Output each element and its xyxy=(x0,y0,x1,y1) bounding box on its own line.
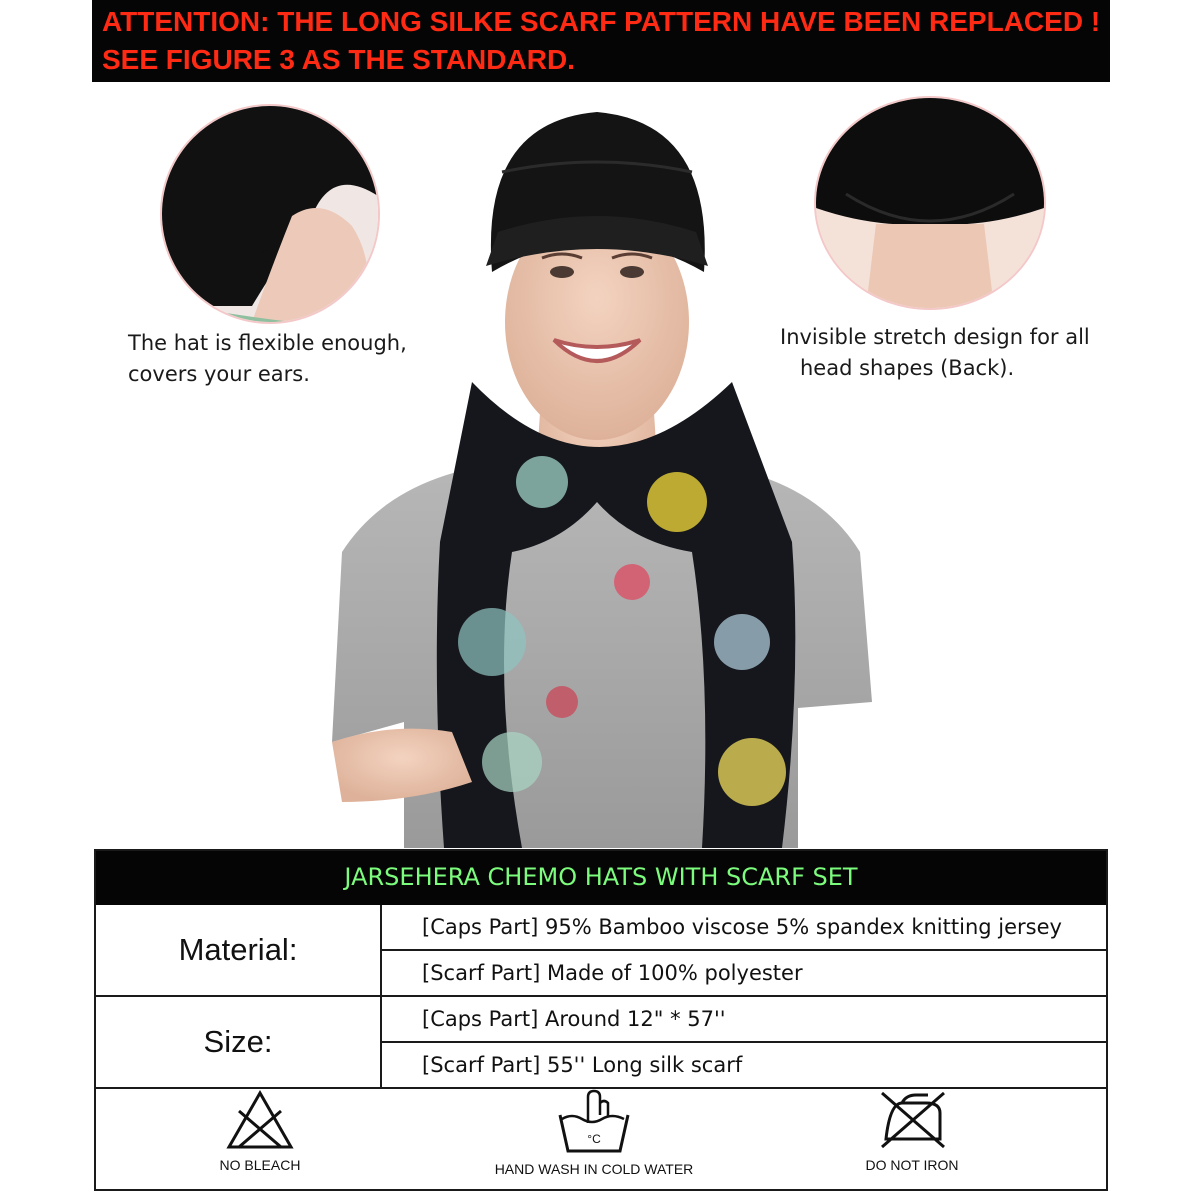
size-label: Size: xyxy=(96,997,382,1089)
warning-line-1: ATTENTION: THE LONG SILKE SCARF PATTERN HAVE BEEN REPLACED ! xyxy=(102,6,1101,37)
size-scarf-value: [Scarf Part] 55'' Long silk scarf xyxy=(382,1043,1108,1089)
care-do-not-iron xyxy=(852,1089,972,1189)
material-label: Material: xyxy=(96,905,382,997)
spec-title: JARSEHERA CHEMO HATS WITH SCARF SET xyxy=(344,863,858,891)
no-bleach-label: NO BLEACH xyxy=(219,1157,301,1173)
care-no-bleach xyxy=(196,1089,324,1189)
right-eye xyxy=(620,266,644,278)
earring xyxy=(260,250,272,262)
stretch-caption-line-2: head shapes (Back). xyxy=(800,356,1015,380)
material-caps-value: [Caps Part] 95% Bamboo viscose 5% spandex knitting jersey xyxy=(382,905,1108,951)
size-caps-value: [Caps Part] Around 12" * 57'' xyxy=(382,997,1108,1043)
ear-caption-line-1: The hat is flexible enough, xyxy=(128,331,407,355)
back-view-inset xyxy=(814,96,1046,310)
stretch-caption-line-1: Invisible stretch design for all xyxy=(780,325,1090,349)
spec-table xyxy=(94,849,1108,1191)
do-not-iron-label: DO NOT IRON xyxy=(865,1157,959,1173)
left-eye xyxy=(550,266,574,278)
ear-caption-line-2: covers your ears. xyxy=(128,362,310,386)
material-scarf-value: [Scarf Part] Made of 100% polyester xyxy=(382,951,1108,997)
warning-banner xyxy=(92,0,1110,82)
product-photo xyxy=(92,82,1110,848)
do-not-iron-icon xyxy=(876,1089,948,1151)
hand-wash-icon xyxy=(554,1089,634,1155)
ear-coverage-inset xyxy=(160,104,380,324)
ear-coverage-caption xyxy=(128,328,407,390)
stretch-design-caption xyxy=(780,322,1090,384)
hand-wash-label: HAND WASH IN COLD WATER xyxy=(494,1161,694,1177)
care-hand-wash xyxy=(484,1089,704,1189)
no-bleach-icon xyxy=(225,1089,295,1151)
warning-line-2: SEE FIGURE 3 AS THE STANDARD. xyxy=(102,44,575,75)
svg-text:°C: °C xyxy=(587,1132,601,1146)
spec-header xyxy=(96,851,1106,905)
